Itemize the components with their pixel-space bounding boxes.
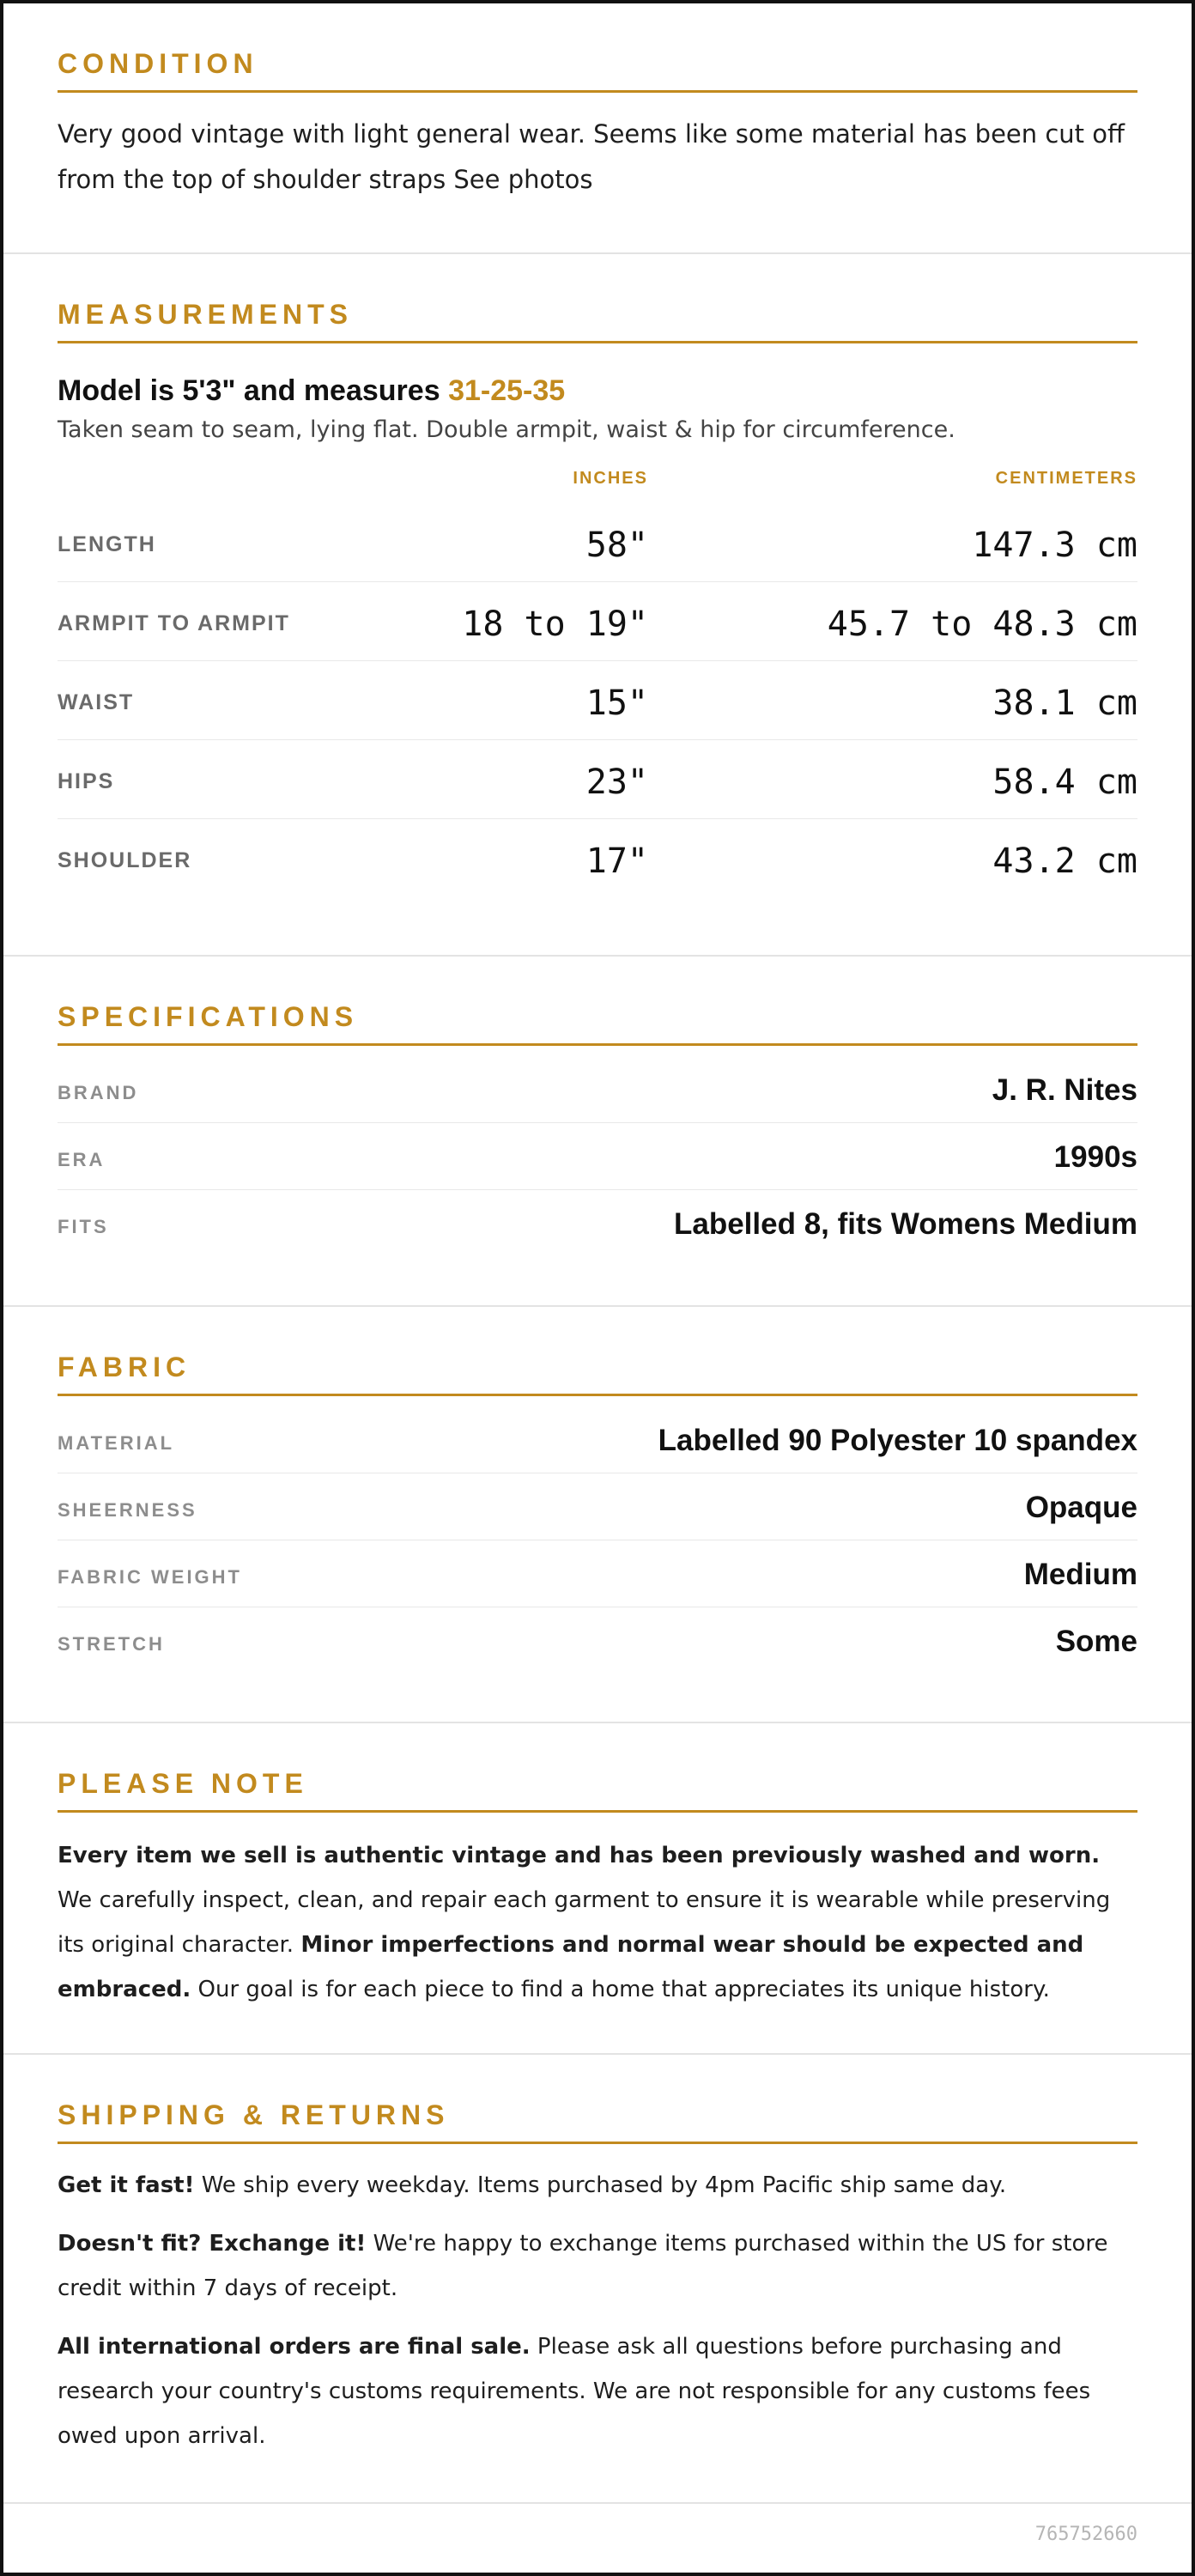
measurement-row-shoulder bbox=[58, 819, 1137, 898]
measurement-cm: 45.7 to 48.3 cm bbox=[827, 605, 1137, 644]
condition-section bbox=[3, 3, 1192, 254]
condition-title: CONDITION bbox=[58, 48, 1137, 93]
spec-label: ERA bbox=[58, 1149, 106, 1170]
product-id: 765752660 bbox=[1034, 2524, 1137, 2545]
measurement-label: ARMPIT TO ARMPIT bbox=[58, 611, 290, 635]
specifications-title: SPECIFICATIONS bbox=[58, 1001, 1137, 1046]
fabric-row-stretch bbox=[58, 1607, 1137, 1674]
fabric-value: Some bbox=[1055, 1625, 1137, 1658]
shipping-fast-bold: Get it fast! bbox=[58, 2172, 195, 2198]
spec-value: J. R. Nites bbox=[992, 1073, 1137, 1107]
shipping-international-bold: All international orders are final sale. bbox=[58, 2334, 531, 2360]
spec-row-brand bbox=[58, 1056, 1137, 1123]
measurement-column-headers bbox=[58, 469, 1137, 503]
shipping-fast bbox=[58, 2163, 1137, 2208]
spec-value: 1990s bbox=[1053, 1140, 1137, 1174]
note-bold-imperfections: Minor imperfections and normal wear should be expected and embraced. bbox=[58, 1932, 1084, 2002]
measurements-title: MEASUREMENTS bbox=[58, 299, 1137, 343]
measurement-inches: 58" bbox=[585, 526, 648, 565]
model-measurements bbox=[58, 374, 1137, 408]
note-text-inspect: We carefully inspect, clean, and repair each garment to ensure it is wearable while preserving its original character. bbox=[58, 1887, 1111, 1958]
measurement-cm: 147.3 cm bbox=[972, 526, 1137, 565]
measurement-row-armpit bbox=[58, 582, 1137, 661]
fabric-value: Medium bbox=[1023, 1558, 1137, 1591]
fabric-row-weight bbox=[58, 1540, 1137, 1607]
condition-text: Very good vintage with light general wear. Seems like some material has been cut off from the top of shoulder straps See photos bbox=[58, 119, 1125, 194]
spec-row-era bbox=[58, 1123, 1137, 1190]
fabric-label: SHEERNESS bbox=[58, 1499, 197, 1521]
shipping-title: SHIPPING & RETURNS bbox=[58, 2099, 1137, 2144]
fabric-label: FABRIC WEIGHT bbox=[58, 1566, 242, 1588]
please-note-text bbox=[58, 1833, 1137, 2012]
note-bold-authentic: Every item we sell is authentic vintage and has been previously washed and worn. bbox=[58, 1843, 1101, 1868]
note-text-goal: Our goal is for each piece to find a home that appreciates its unique history. bbox=[191, 1977, 1050, 2002]
shipping-exchange bbox=[58, 2221, 1137, 2311]
measurement-inches: 18 to 19" bbox=[462, 605, 648, 644]
fabric-row-material bbox=[58, 1406, 1137, 1473]
shipping-international-text: Please ask all questions before purchasing and research your country's customs requirements. We are not responsible for any customs fees owed upon arrival. bbox=[58, 2334, 1091, 2449]
measurement-row-length bbox=[58, 503, 1137, 582]
measurement-cm: 58.4 cm bbox=[992, 762, 1137, 802]
fabric-section bbox=[3, 1307, 1192, 1723]
inches-header: INCHES bbox=[573, 469, 648, 488]
specifications-list bbox=[58, 1056, 1137, 1257]
spec-value: Labelled 8, fits Womens Medium bbox=[673, 1207, 1137, 1241]
measurement-label: HIPS bbox=[58, 769, 115, 793]
fabric-value: Labelled 90 Polyester 10 spandex bbox=[658, 1424, 1137, 1457]
measurement-cm: 38.1 cm bbox=[992, 683, 1137, 723]
spec-label: BRAND bbox=[58, 1082, 139, 1103]
model-measure-values: 31-25-35 bbox=[448, 374, 566, 407]
measurement-table bbox=[58, 503, 1137, 898]
spec-label: FITS bbox=[58, 1216, 109, 1237]
measurement-label: LENGTH bbox=[58, 532, 156, 556]
fabric-row-sheerness bbox=[58, 1473, 1137, 1540]
measurement-inches: 17" bbox=[585, 841, 648, 881]
measurement-note: Taken seam to seam, lying flat. Double armpit, waist & hip for circumference. bbox=[58, 416, 955, 443]
please-note-title: PLEASE NOTE bbox=[58, 1768, 1137, 1813]
centimeters-header: CENTIMETERS bbox=[995, 469, 1137, 488]
fabric-value: Opaque bbox=[1025, 1491, 1137, 1524]
shipping-exchange-bold: Doesn't fit? Exchange it! bbox=[58, 2231, 367, 2257]
measurement-label: SHOULDER bbox=[58, 848, 192, 872]
measurement-label: WAIST bbox=[58, 690, 135, 714]
measurement-cm: 43.2 cm bbox=[992, 841, 1137, 881]
measurement-row-hips bbox=[58, 740, 1137, 819]
fabric-label: MATERIAL bbox=[58, 1432, 175, 1454]
spec-row-fits bbox=[58, 1190, 1137, 1257]
fabric-list bbox=[58, 1406, 1137, 1674]
specifications-section bbox=[3, 957, 1192, 1307]
measurements-section bbox=[3, 254, 1192, 957]
shipping-section bbox=[3, 2055, 1192, 2504]
fabric-title: FABRIC bbox=[58, 1352, 1137, 1396]
fabric-label: STRETCH bbox=[58, 1633, 165, 1655]
shipping-exchange-text: We're happy to exchange items purchased within the US for store credit within 7 days of receipt. bbox=[58, 2231, 1108, 2301]
model-text: Model is 5'3" and measures bbox=[58, 374, 449, 407]
measurement-inches: 23" bbox=[585, 762, 648, 802]
measurement-row-waist bbox=[58, 661, 1137, 740]
shipping-fast-text: We ship every weekday. Items purchased by 4pm Pacific ship same day. bbox=[194, 2172, 1007, 2198]
please-note-section bbox=[3, 1723, 1192, 2055]
measurement-inches: 15" bbox=[585, 683, 648, 723]
shipping-international bbox=[58, 2324, 1137, 2458]
